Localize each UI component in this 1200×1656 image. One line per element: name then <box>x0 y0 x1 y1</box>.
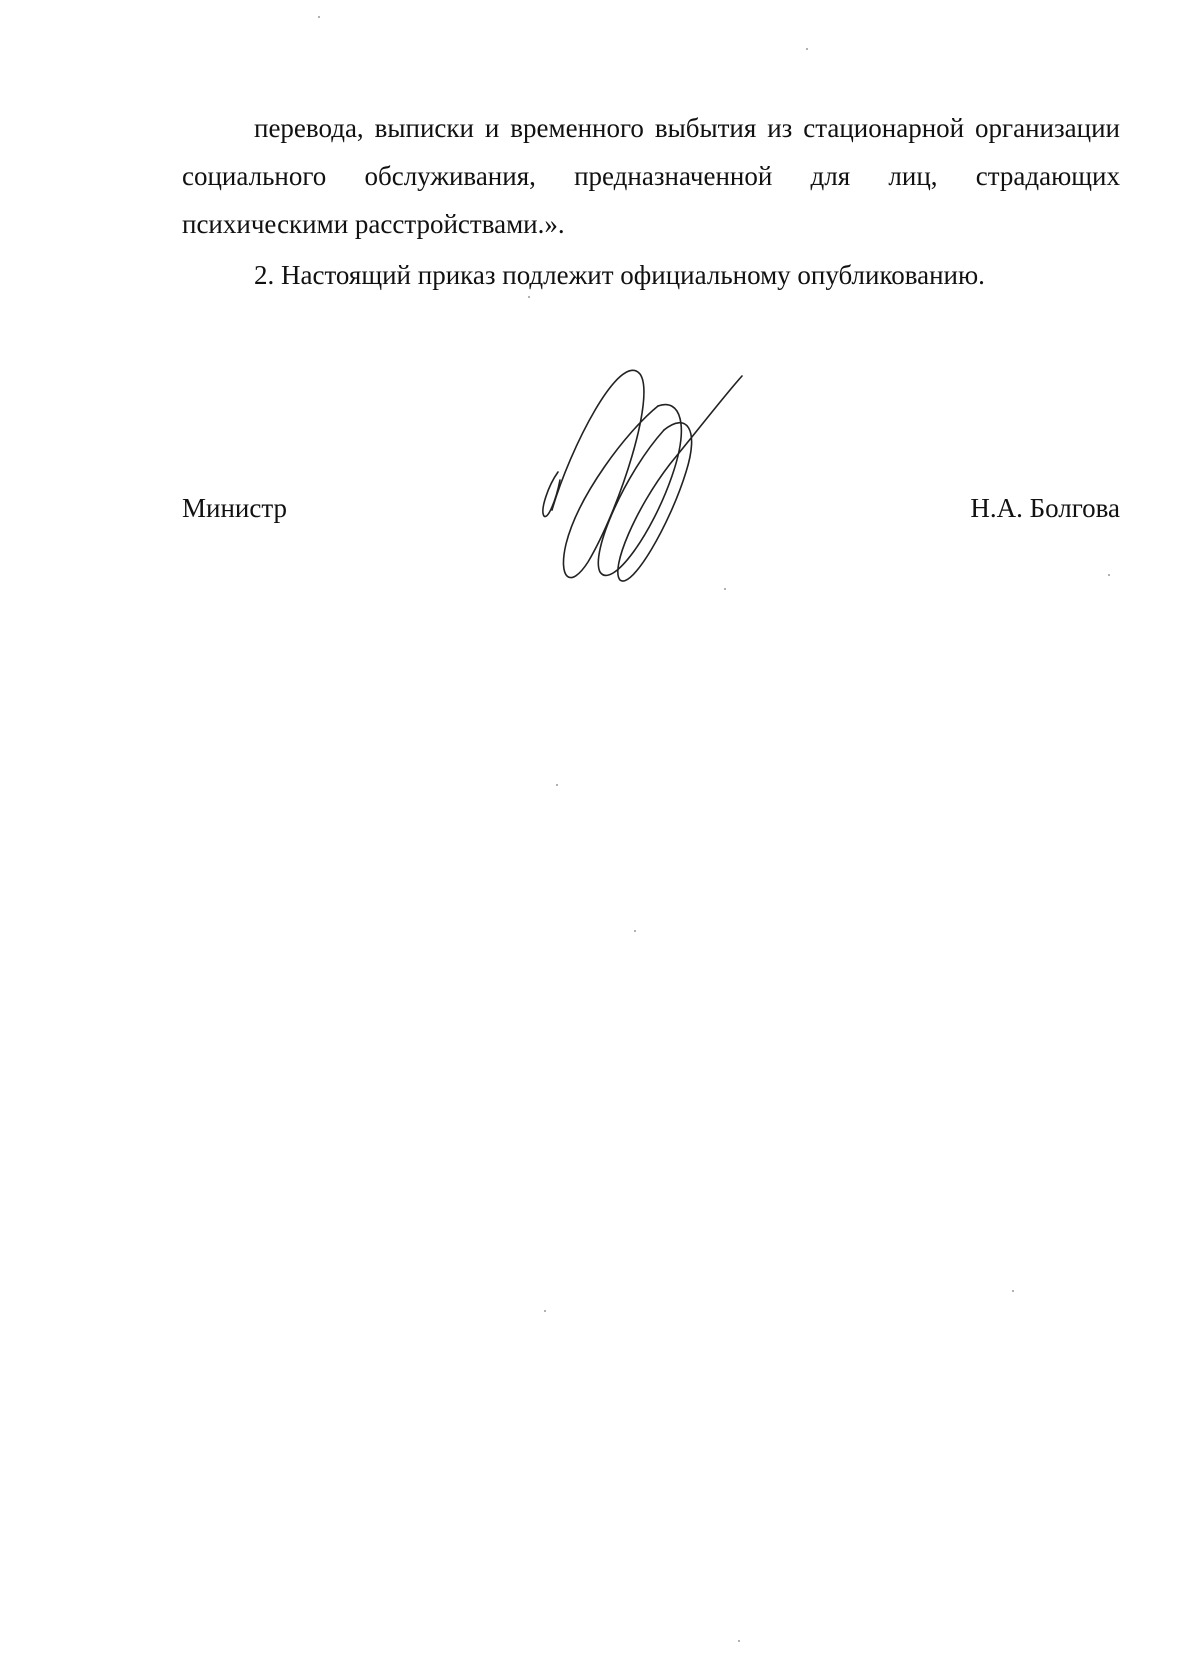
paragraph-continuation: перевода, выписки и временного выбытия из стационарной организации социального обслуживания, предназначенной для лиц, страдающих психическими расстройствами.». <box>182 113 1120 239</box>
scan-speck <box>806 48 808 50</box>
scan-speck <box>724 588 726 590</box>
signature-stroke-left-loop <box>552 370 658 577</box>
paragraph-publication-clause: 2. Настоящий приказ подлежит официальному опубликованию. <box>254 260 985 290</box>
scan-speck <box>556 784 558 786</box>
scan-speck <box>1012 1290 1014 1292</box>
scan-speck <box>318 16 320 18</box>
scan-speck <box>528 296 530 298</box>
scan-speck <box>738 1640 740 1642</box>
scan-speck <box>634 930 636 932</box>
signature-stroke-right-loop <box>618 376 742 581</box>
scan-speck <box>1108 574 1110 576</box>
signatory-name: Н.А. Болгова <box>970 493 1120 523</box>
signature-stroke-middle-loop <box>598 405 681 576</box>
handwritten-signature-icon <box>540 368 780 604</box>
scan-speck <box>544 1310 546 1312</box>
signatory-title: Министр <box>182 493 287 523</box>
document-body <box>182 104 1120 299</box>
